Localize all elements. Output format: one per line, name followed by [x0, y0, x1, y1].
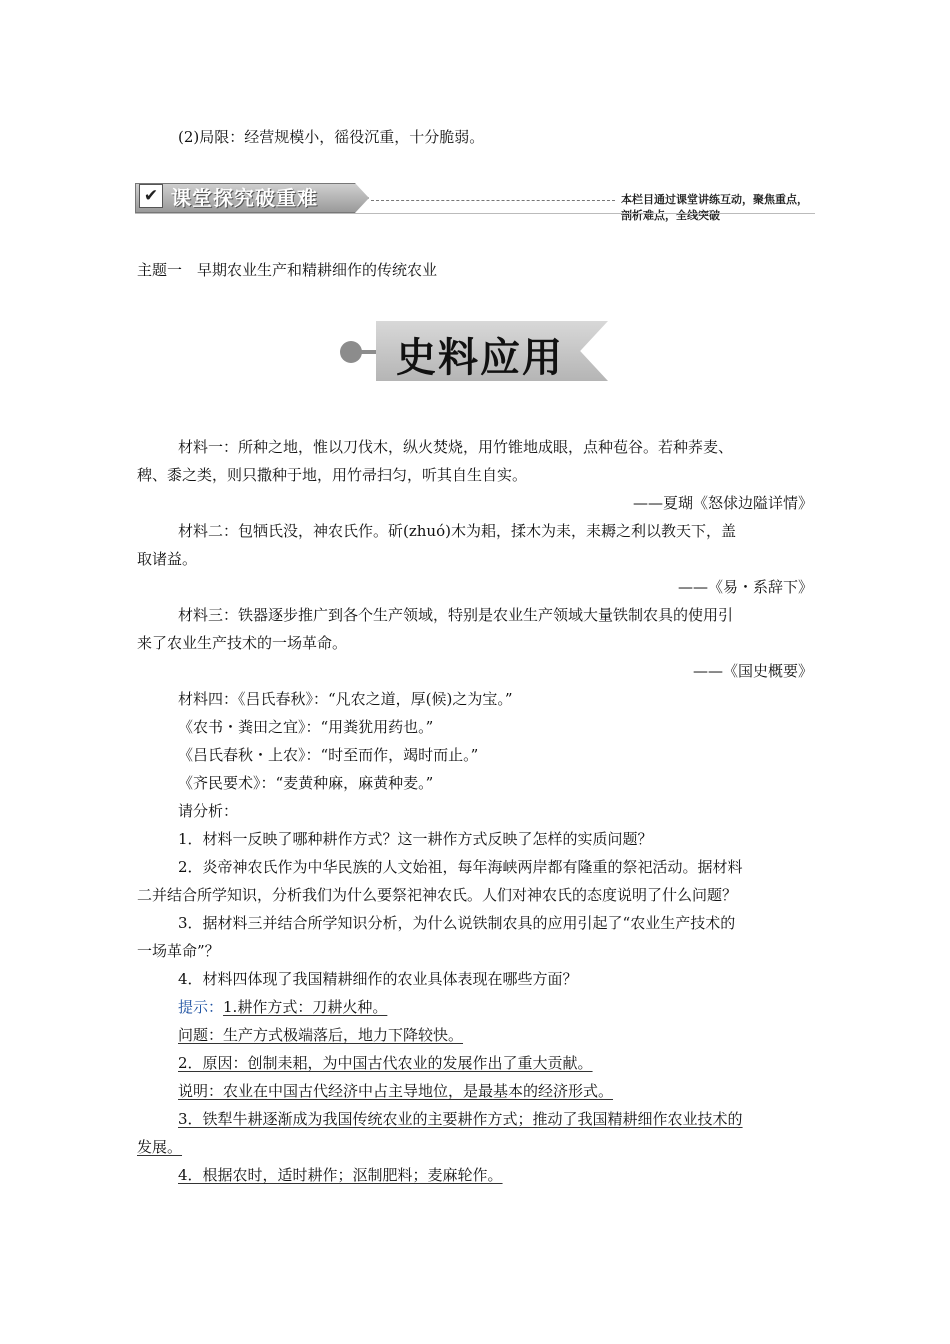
material-4-line-3: 《吕氏春秋・上农》：“时至而作，竭时而止。”: [178, 746, 479, 764]
section-heading: 史料应用: [396, 335, 564, 381]
question-3-line-2: 一场革命”？: [137, 942, 220, 960]
banner-baseline: [135, 213, 815, 214]
bullet-circle-icon: [340, 341, 362, 363]
answer-4: 4．根据农时，适时耕作；沤制肥料；麦麻轮作。: [178, 1166, 503, 1184]
section-heading-badge: [340, 321, 610, 383]
material-3-line-1: 材料三：铁器逐步推广到各个生产领域，特别是农业生产领域大量铁制农具的使用引: [178, 606, 734, 624]
material-4-line-2: 《农书・粪田之宜》：“用粪犹用药也。”: [178, 718, 434, 736]
material-1-line-2: 稗、黍之类，则只撒种于地，用竹帚扫匀，听其自生自实。: [137, 466, 528, 484]
answer-2-explain: 说明：农业在中国古代经济中占主导地位，是最基本的经济形式。: [178, 1082, 614, 1100]
answer-2: 2．原因：创制耒耜，为中国古代农业的发展作出了重大贡献。: [178, 1054, 593, 1072]
answer-1: 1.耕作方式：刀耕火种。: [223, 998, 388, 1016]
banner-title: 课堂探究破重难: [171, 186, 318, 210]
material-3-line-2: 来了农业生产技术的一场革命。: [137, 634, 348, 652]
check-icon: ✔: [139, 184, 163, 208]
material-2-line-1: 材料二：包牺氏没，神农氏作。斫(zhuó)木为耜，揉木为耒，耒耨之利以教天下，盖: [178, 522, 736, 540]
topic-title: 主题一 早期农业生产和精耕细作的传统农业: [137, 261, 438, 279]
banner-note: 本栏目通过课堂讲练互动，聚焦重点，剖析难点，全线突破: [621, 193, 808, 222]
question-prompt: 请分析：: [178, 802, 239, 820]
material-3-source: ——《国史概要》: [692, 662, 813, 680]
hint-answer-1: [178, 996, 387, 1018]
limitation-line: (2)局限：经营规模小，徭役沉重，十分脆弱。: [178, 128, 485, 146]
material-4-line-4: 《齐民要术》：“麦黄种麻，麻黄种麦。”: [178, 774, 434, 792]
question-1: 1．材料一反映了哪种耕作方式？这一耕作方式反映了怎样的实质问题？: [178, 830, 653, 848]
material-1-line-1: 材料一：所种之地，惟以刀伐木，纵火焚烧，用竹锥地成眼，点种苞谷。若种荞麦、: [178, 438, 734, 456]
answer-3-line-1: 3．铁犁牛耕逐渐成为我国传统农业的主要耕作方式；推动了我国精耕细作农业技术的: [178, 1110, 743, 1128]
answer-1-problem: 问题：生产方式极端落后，地力下降较快。: [178, 1026, 464, 1044]
question-2-line-2: 二并结合所学知识，分析我们为什么要祭祀神农氏。人们对神农氏的态度说明了什么问题？: [137, 886, 738, 904]
material-4-line-1: 材料四：《吕氏春秋》：“凡农之道，厚(候)之为宝。”: [178, 690, 513, 708]
material-2-line-2: 取诸益。: [137, 550, 198, 568]
question-2-line-1: 2．炎帝神农氏作为中华民族的人文始祖，每年海峡两岸都有隆重的祭祀活动。据材料: [178, 858, 743, 876]
question-3-line-1: 3．据材料三并结合所学知识分析，为什么说铁制农具的应用引起了“农业生产技术的: [178, 914, 736, 932]
material-1-source: ——夏瑚《怒俅边隘详情》: [632, 494, 813, 512]
answer-3-line-2: 发展。: [137, 1138, 183, 1156]
material-2-source: ——《易・系辞下》: [677, 578, 813, 596]
section-banner: [135, 181, 815, 222]
hint-label: 提示：: [178, 998, 224, 1016]
banner-divider: [371, 200, 615, 201]
question-4: 4．材料四体现了我国精耕细作的农业具体表现在哪些方面？: [178, 970, 578, 988]
